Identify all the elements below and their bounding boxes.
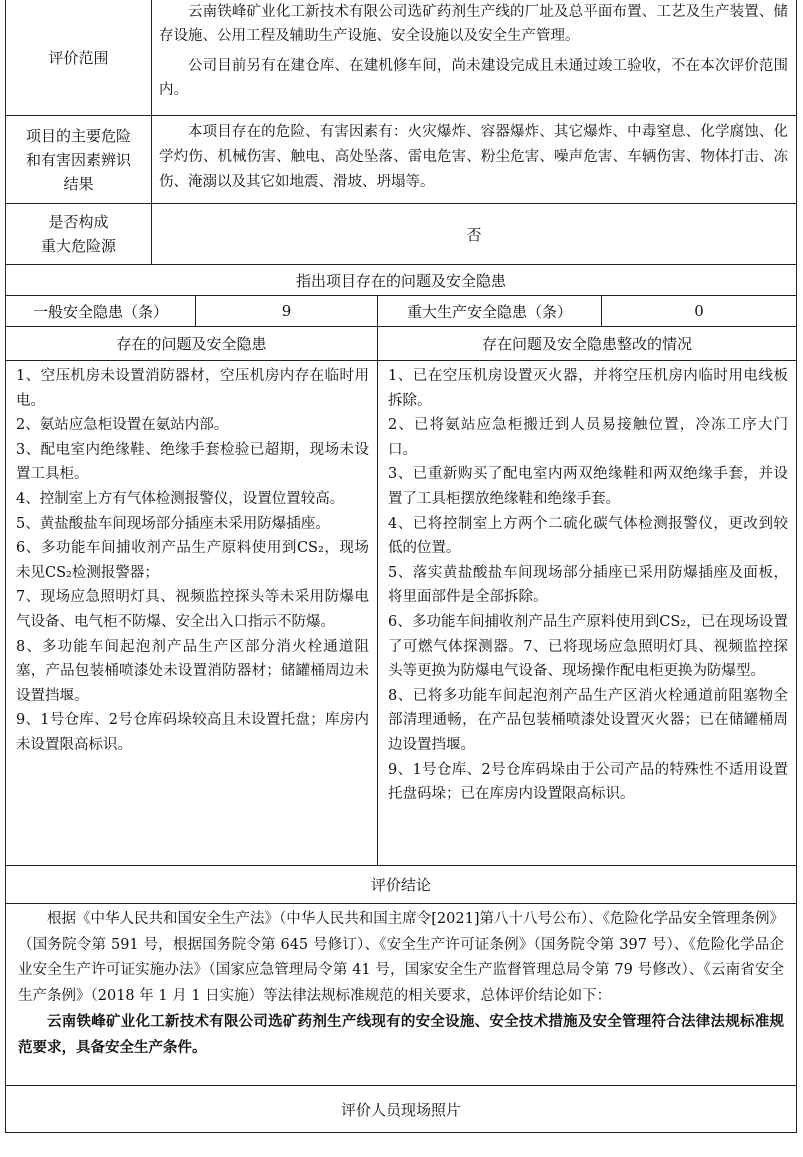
evaluation-form [5,0,797,1133]
photos-header: 评价人员现场照片 [340,1101,461,1119]
general-hazard-label: 一般安全隐患（条） [32,302,168,321]
issue-item: 8、多功能车间起泡剂产品生产区部分消火栓通道阻塞，产品包装桶喷漆处未设置消防器材；储罐桶周边未设置挡堰。 [16,638,369,704]
hazards-text: 本项目存在的危险、有害因素有：火灾爆炸、容器爆炸、其它爆炸、中毒窒息、化学腐蚀、化学灼伤、机械伤害、触电、高处坠落、雷电危害、粉尘危害、噪声危害、车辆伤害、物体打击、冻伤、淹溺以及其它如地震、滑坡、坍塌等。 [159,124,788,190]
fix-item: 1、已在空压机房设置灭火器，并将空压机房内临时用电线板拆除。 [388,368,788,409]
major-hazard-value: 否 [466,225,482,244]
issues-fixes-row [6,361,796,866]
issue-item: 7、现场应急照明灯具、视频监控探头等未采用防爆电气设备、电气柜不防爆、安全出入口指示不防爆。 [16,589,369,630]
major-hazard-row [6,204,796,265]
major-hazard-count: 0 [694,302,704,320]
fix-item: 5、落实黄盐酸盐车间现场部分插座已采用防爆插座及面板，将里面部件是全部拆除。 [388,564,788,606]
issue-item: 2、氨站应急柜设置在氨站内部。 [16,417,229,434]
columns-header-row [6,327,796,361]
issues-list [6,361,377,865]
issue-item: 4、控制室上方有气体检测报警仪，设置位置较高。 [16,490,345,507]
conclusion-result: 云南铁峰矿业化工新技术有限公司选矿药剂生产线现有的安全设施、安全技术措施及安全管理符合法律法规标准规范要求，具备安全生产条件。 [18,1013,784,1056]
fix-item: 4、已将控制室上方两个二硫化碳气体检测报警仪，更改到较低的位置。 [388,515,788,557]
fix-item: 2、已将氨站应急柜搬迁到人员易接触位置，冷冻工序大门口。 [388,417,788,458]
issues-header-row [6,265,796,296]
scope-paragraph-1: 云南铁峰矿业化工新技术有限公司选矿药剂生产线的厂址及总平面布置、工艺及生产装置、储存设施、公用工程及辅助生产设施、安全设施以及安全生产管理。 [159,4,788,44]
scope-row [6,0,796,116]
issue-item: 9、1号仓库、2号仓库码垛较高且未设置托盘；库房内未设置限高标识。 [16,712,369,753]
photos-header-row [6,1086,796,1133]
issue-item: 6、多功能车间捕收剂产品生产原料使用到CS₂，现场未见CS₂检测报警器； [16,540,369,581]
hazards-row [6,116,796,204]
conclusion-header: 评价结论 [370,876,431,894]
general-hazard-count: 9 [281,302,292,320]
scope-label: 评价范围 [48,48,109,67]
issues-header: 指出项目存在的问题及安全隐患 [295,271,506,290]
issue-item: 3、配电室内绝缘鞋、绝缘手套检验已超期，现场未设置工具柜。 [16,441,369,483]
major-hazard-count-label: 重大生产安全隐患（条） [406,302,572,321]
issues-column-header: 存在的问题及安全隐患 [116,335,267,353]
issue-item: 5、黄盐酸盐车间现场部分插座未采用防爆插座。 [16,515,330,532]
hazards-label: 项目的主要危险 和有害因素辨识 结果 [25,126,131,193]
conclusion-basis: 根据《中华人民共和国安全生产法》（中华人民共和国主席令[2021]第八十八号公布）、《危险化学品安全管理条例》（国务院令第 591 号，根据国务院令第 645 号修订）、《安全生产许可证条例》（国务院令第 397 号）、《危险化学品企业安全生产许可证实施办法》（国家应急管理局令第 41 号，国家安全生产监督管理总局令第 79 号修改）、《云南省安全生产条例》（2018 年 1 月 1 日实施）等法律法规标准规范的相关要求，总体评价结论如下： [18,911,784,1004]
fix-item: 9、1号仓库、2号仓库码垛由于公司产品的特殊性不适用设置托盘码垛；已在库房内设置限高标识。 [388,761,788,803]
fixes-column-header: 存在问题及安全隐患整改的情况 [481,335,692,353]
fix-item: 6、多功能车间捕收剂产品生产原料使用到CS₂，已在现场设置了可燃气体探测器。7、已将现场应急照明灯具、视频监控探头等更换为防爆电气设备、现场操作配电柜更换为防爆型。 [388,613,788,680]
conclusion-header-row [6,866,796,904]
scope-paragraph-2: 公司目前另有在建仓库、在建机修车间，尚未建设完成且未通过竣工验收，不在本次评价范围内。 [159,58,788,98]
fix-item: 8、已将多功能车间起泡剂产品生产区消火栓通道前阻塞物全部清理通畅，在产品包装桶喷漆处设置灭火器；已在储罐桶周边设置挡堰。 [388,687,788,753]
counts-row [6,296,796,327]
fixes-list [378,361,796,865]
fix-item: 3、已重新购买了配电室内两双绝缘鞋和两双绝缘手套，并设置了工具柜摆放绝缘鞋和绝缘手套。 [388,466,788,507]
major-hazard-label: 是否构成 重大危险源 [40,213,116,255]
issue-item: 1、空压机房未设置消防器材，空压机房内存在临时用电。 [16,368,369,409]
conclusion-row [6,904,796,1086]
